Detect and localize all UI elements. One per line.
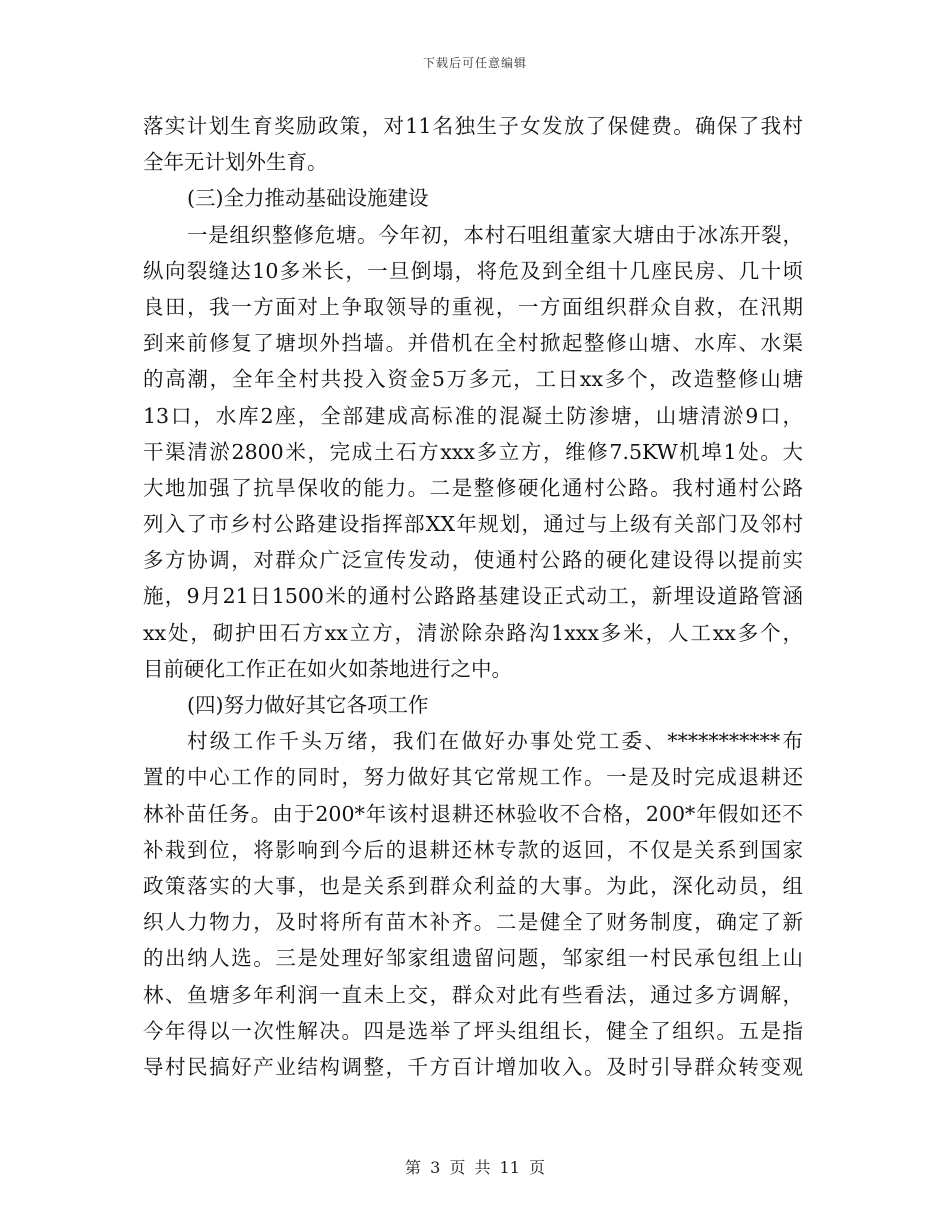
body-line: 织人力物力，及时将所有苗木补齐。二是健全了财务制度，确定了新 <box>143 910 803 935</box>
body-line: 大地加强了抗旱保收的能力。二是整修硬化通村公路。我村通村公路 <box>143 475 803 500</box>
body-line: 的出纳人选。三是处理好邹家组遗留问题，邹家组一村民承包组上山 <box>143 946 803 971</box>
page-number-footer: 第 3 页 共 11 页 <box>405 1158 545 1177</box>
body-line: 政策落实的大事，也是关系到群众利益的大事。为此，深化动员，组 <box>143 873 803 898</box>
body-line: xx处，砌护田石方xx立方，清淤除杂路沟1xxx多米，人工xx多个， <box>143 620 803 645</box>
body-line: 落实计划生育奖励政策，对11名独生子女发放了保健费。确保了我村 <box>143 114 803 138</box>
paragraph-start-line: 一是组织整修危塘。今年初，本村石咀组董家大塘由于冰冻开裂， <box>187 222 803 247</box>
body-line: 施，9月21日1500米的通村公路路基建设正式动工，新埋设道路管涵 <box>143 584 803 609</box>
paragraph-start-line: 村级工作千头万绪，我们在做好办事处党工委、***********布 <box>187 729 803 754</box>
body-line: 林、鱼塘多年利润一直未上交，群众对此有些看法，通过多方调解， <box>143 982 803 1007</box>
body-line: 置的中心工作的同时，努力做好其它常规工作。一是及时完成退耕还 <box>143 765 803 790</box>
body-line: 13口，水库2座，全部建成高标准的混凝土防渗塘，山塘清淤9口， <box>143 403 803 428</box>
document-body <box>143 108 803 1085</box>
section-heading: (四)努力做好其它各项工作 <box>187 693 429 717</box>
body-line: 全年无计划外生育。 <box>143 150 328 175</box>
body-line: 良田，我一方面对上争取领导的重视，一方面组织群众自救，在汛期 <box>143 294 803 319</box>
body-line: 的高潮，全年全村共投入资金5万多元，工日xx多个，改造整修山塘 <box>143 367 803 392</box>
body-line: 今年得以一次性解决。四是选举了坪头组组长，健全了组织。五是指 <box>143 1018 803 1043</box>
body-line: 到来前修复了塘坝外挡墙。并借机在全村掀起整修山塘、水库、水渠 <box>143 331 803 356</box>
body-line: 多方协调，对群众广泛宣传发动，使通村公路的硬化建设得以提前实 <box>143 548 803 573</box>
body-line: 林补苗任务。由于200*年该村退耕还林验收不合格，200*年假如还不 <box>143 801 803 826</box>
page-header-note: 下载后可任意编辑 <box>422 56 527 70</box>
section-heading: (三)全力推动基础设施建设 <box>187 186 429 211</box>
body-line: 干渠清淤2800米，完成土石方xxx多立方，维修7.5KW机埠1处。大 <box>143 439 803 464</box>
body-line: 补栽到位，将影响到今后的退耕还林专款的返回，不仅是关系到国家 <box>143 837 803 862</box>
body-line: 纵向裂缝达10多米长，一旦倒塌，将危及到全组十几座民房、几十顷 <box>143 258 803 283</box>
body-line: 目前硬化工作正在如火如荼地进行之中。 <box>143 656 512 681</box>
body-line: 列入了市乡村公路建设指挥部XX年规划，通过与上级有关部门及邻村 <box>143 512 803 537</box>
body-line: 导村民搞好产业结构调整，千方百计增加收入。及时引导群众转变观 <box>143 1054 803 1079</box>
